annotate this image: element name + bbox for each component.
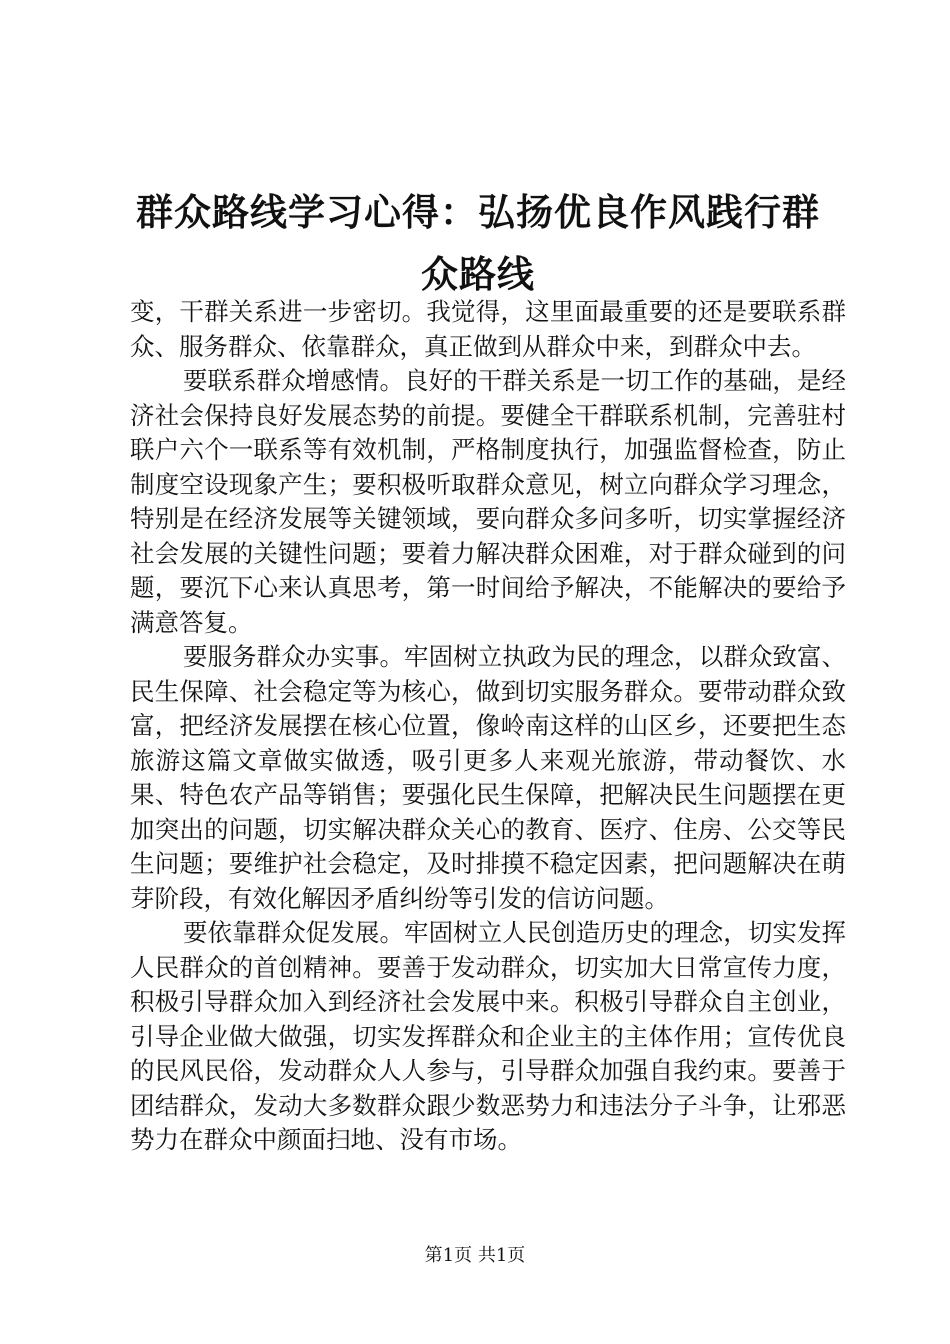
paragraph-serve-masses: 要服务群众办实事。牢固树立执政为民的理念，以群众致富、民生保障、社会稳定等为核心，做到切实服务群众。要带动群众致富，把经济发展摆在核心位置，像岭南这样的山区乡，还要把生态旅游这篇文章做实做透，吸引更多人来观光旅游，带动餐饮、水果、特色农产品等销售；要强化民生保障，把解决民生问题摆在更加突出的问题，切实解决群众关心的教育、医疗、住房、公交等民生问题；要维护社会稳定，及时排摸不稳定因素，把问题解决在萌芽阶段，有效化解因矛盾纠纷等引发的信访问题。: [130, 642, 846, 913]
paragraph-contact-masses: 要联系群众增感情。良好的干群关系是一切工作的基础，是经济社会保持良好发展态势的前提。要健全干群联系机制，完善驻村联户六个一联系等有效机制，严格制度执行，加强监督检查，防止制度空设现象产生；要积极听取群众意见，树立向群众学习理念，特别是在经济发展等关键领域，要向群众多问多听，切实掌握经济社会发展的关键性问题；要着力解决群众困难，对于群众碰到的问题，要沉下心来认真思考，第一时间给予解决，不能解决的要给予满意答复。: [130, 366, 846, 637]
document-title: 群众路线学习心得：弘扬优良作风践行群众路线: [136, 191, 820, 296]
page-footer: 第1页 共1页: [424, 1245, 526, 1266]
document-body: [130, 295, 846, 1158]
paragraph-continued: 变，干群关系进一步密切。我觉得，这里面最重要的还是要联系群众、服务群众、依靠群众，真正做到从群众中来，到群众中去。: [130, 297, 846, 361]
paragraph-rely-on-masses: 要依靠群众促发展。牢固树立人民创造历史的理念，切实发挥人民群众的首创精神。要善于发动群众，切实加大日常宣传力度，积极引导群众加入到经济社会发展中来。积极引导群众自主创业，引导企业做大做强，切实发挥群众和企业主的主体作用；宣传优良的民风民俗，发动群众人人参与，引导群众加强自我约束。要善于团结群众，发动大多数群众跟少数恶势力和违法分子斗争，让邪恶势力在群众中颜面扫地、没有市场。: [130, 918, 846, 1154]
